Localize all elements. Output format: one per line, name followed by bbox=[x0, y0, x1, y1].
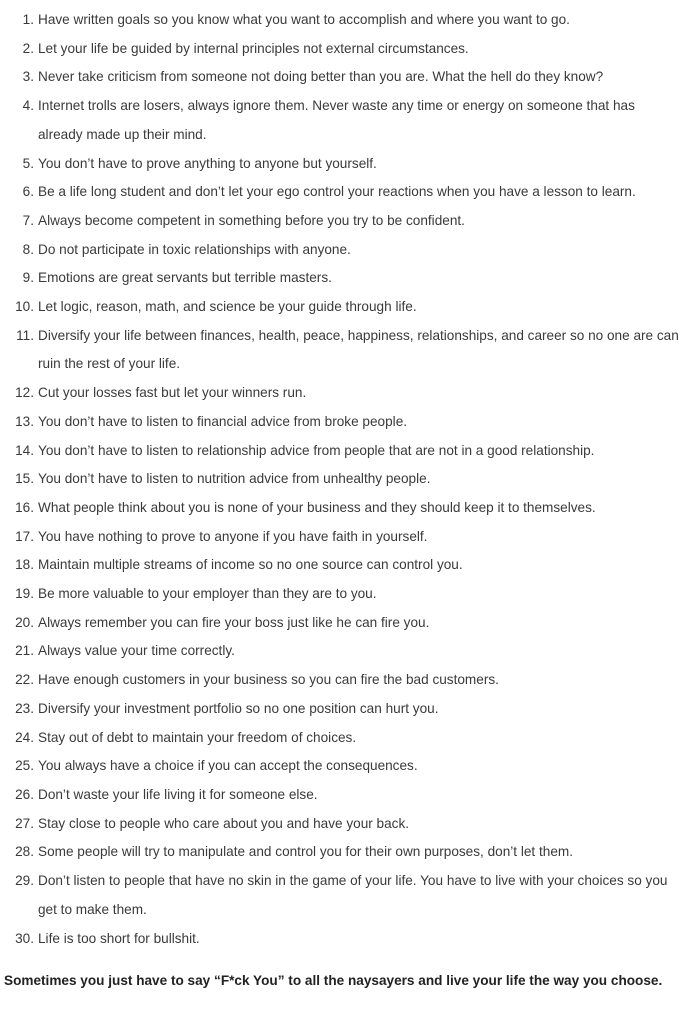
list-item-text: Let logic, reason, math, and science be your guide through life. bbox=[38, 299, 417, 315]
list-item bbox=[0, 724, 681, 753]
list-number: 29. bbox=[15, 873, 34, 889]
list-item bbox=[0, 867, 681, 924]
list-item-text: Diversify your life between finances, health, peace, happiness, relationships, and career so no one are can ruin the rest of your life. bbox=[38, 327, 679, 372]
list-item bbox=[0, 752, 681, 781]
list-item-text: Stay out of debt to maintain your freedom of choices. bbox=[38, 729, 357, 745]
list-item bbox=[0, 178, 681, 207]
list-number: 28. bbox=[15, 844, 34, 860]
list-number: 30. bbox=[15, 930, 34, 946]
list-number: 4. bbox=[22, 98, 34, 114]
list-item bbox=[0, 695, 681, 724]
list-item bbox=[0, 92, 681, 149]
list-number: 13. bbox=[15, 413, 34, 429]
list-item-text: Internet trolls are losers, always ignore them. Never waste any time or energy on someone that has already made up their mind. bbox=[38, 98, 635, 142]
list-item-text: Life is too short for bullshit. bbox=[38, 930, 200, 946]
list-item bbox=[0, 781, 681, 810]
list-number: 11. bbox=[16, 327, 34, 343]
list-number: 12. bbox=[15, 385, 34, 401]
list-item bbox=[0, 63, 681, 92]
list-number: 8. bbox=[22, 241, 34, 257]
list-number: 25. bbox=[15, 758, 34, 774]
list-item-text: What people think about you is none of your business and they should keep it to themselves. bbox=[38, 499, 596, 515]
list-number: 1. bbox=[22, 12, 34, 27]
list-number: 23. bbox=[15, 700, 34, 716]
list-number: 18. bbox=[15, 557, 34, 573]
list-item bbox=[0, 523, 681, 552]
list-item bbox=[0, 494, 681, 523]
list-item bbox=[0, 637, 681, 666]
list-item-text: Let your life be guided by internal principles not external circumstances. bbox=[38, 40, 469, 56]
list-number: 14. bbox=[15, 442, 34, 458]
list-item bbox=[0, 264, 681, 293]
list-item-text: You don’t have to listen to financial advice from broke people. bbox=[38, 413, 408, 429]
list-item-text: Maintain multiple streams of income so no one source can control you. bbox=[38, 557, 463, 573]
list-item-text: You always have a choice if you can accept the consequences. bbox=[38, 758, 418, 774]
list-item bbox=[0, 35, 681, 64]
list-item bbox=[0, 810, 681, 839]
list-item bbox=[0, 293, 681, 322]
list-item bbox=[0, 6, 681, 35]
list-item bbox=[0, 465, 681, 494]
list-item-text: Stay close to people who care about you and have your back. bbox=[38, 815, 410, 831]
list-item-text: Always value your time correctly. bbox=[38, 643, 235, 659]
list-item bbox=[0, 925, 681, 954]
list-number: 22. bbox=[15, 672, 34, 688]
list-item-text: Be more valuable to your employer than they are to you. bbox=[38, 586, 377, 602]
list-number: 21. bbox=[15, 643, 34, 659]
list-number: 19. bbox=[15, 586, 34, 602]
list-item-text: Have written goals so you know what you want to accomplish and where you want to go. bbox=[38, 12, 570, 27]
list-item-text: Always remember you can fire your boss just like he can fire you. bbox=[38, 614, 430, 630]
list-number: 17. bbox=[15, 528, 34, 544]
list-item bbox=[0, 150, 681, 179]
list-number: 15. bbox=[15, 471, 34, 487]
list-item-text: Diversify your investment portfolio so no one position can hurt you. bbox=[38, 700, 439, 716]
list-item bbox=[0, 666, 681, 695]
list-item-text: Always become competent in something before you try to be confident. bbox=[38, 212, 465, 228]
list-item bbox=[0, 236, 681, 265]
list-item bbox=[0, 379, 681, 408]
list-item-text: Never take criticism from someone not doing better than you are. What the hell do they know? bbox=[38, 69, 604, 85]
list-number: 20. bbox=[15, 614, 34, 630]
list-item-text: Don’t waste your life living it for someone else. bbox=[38, 786, 318, 802]
list-item-text: Emotions are great servants but terrible masters. bbox=[38, 270, 332, 286]
list-item bbox=[0, 551, 681, 580]
list-item-text: You don’t have to listen to relationship advice from people that are not in a good relationship. bbox=[38, 442, 595, 458]
list-item-text: You have nothing to prove to anyone if you have faith in yourself. bbox=[38, 528, 428, 544]
list-number: 7. bbox=[22, 212, 34, 228]
list-number: 5. bbox=[22, 155, 34, 171]
list-number: 16. bbox=[15, 499, 34, 515]
list-number: 3. bbox=[22, 69, 34, 85]
list-item bbox=[0, 322, 681, 379]
list-item bbox=[0, 609, 681, 638]
list-number: 10. bbox=[15, 299, 34, 315]
list-item bbox=[0, 437, 681, 466]
list-item-text: Cut your losses fast but let your winners run. bbox=[38, 385, 307, 401]
list-item-text: Some people will try to manipulate and control you for their own purposes, don’t let them. bbox=[38, 844, 573, 860]
list-number: 9. bbox=[22, 270, 34, 286]
list-item bbox=[0, 838, 681, 867]
list-item-text: Have enough customers in your business so you can fire the bad customers. bbox=[38, 672, 499, 688]
list-item-text: Do not participate in toxic relationships with anyone. bbox=[38, 241, 351, 257]
list-item-text: You don’t have to prove anything to anyone but yourself. bbox=[38, 155, 377, 171]
list-item-text: You don’t have to listen to nutrition advice from unhealthy people. bbox=[38, 471, 431, 487]
closing-statement: Sometimes you just have to say “F*ck You” to all the naysayers and live your life the way you choose. bbox=[4, 973, 663, 989]
list-number: 2. bbox=[22, 40, 34, 56]
list-item bbox=[0, 207, 681, 236]
list-number: 27. bbox=[15, 815, 34, 831]
list-number: 6. bbox=[22, 184, 34, 200]
list-item bbox=[0, 408, 681, 437]
list-item-text: Don’t listen to people that have no skin in the game of your life. You have to live with your choices so you get to make them. bbox=[38, 873, 668, 917]
list-number: 26. bbox=[15, 786, 34, 802]
list-item bbox=[0, 580, 681, 609]
list-item-text: Be a life long student and don’t let your ego control your reactions when you have a lesson to learn. bbox=[38, 184, 636, 200]
list-number: 24. bbox=[15, 729, 34, 745]
